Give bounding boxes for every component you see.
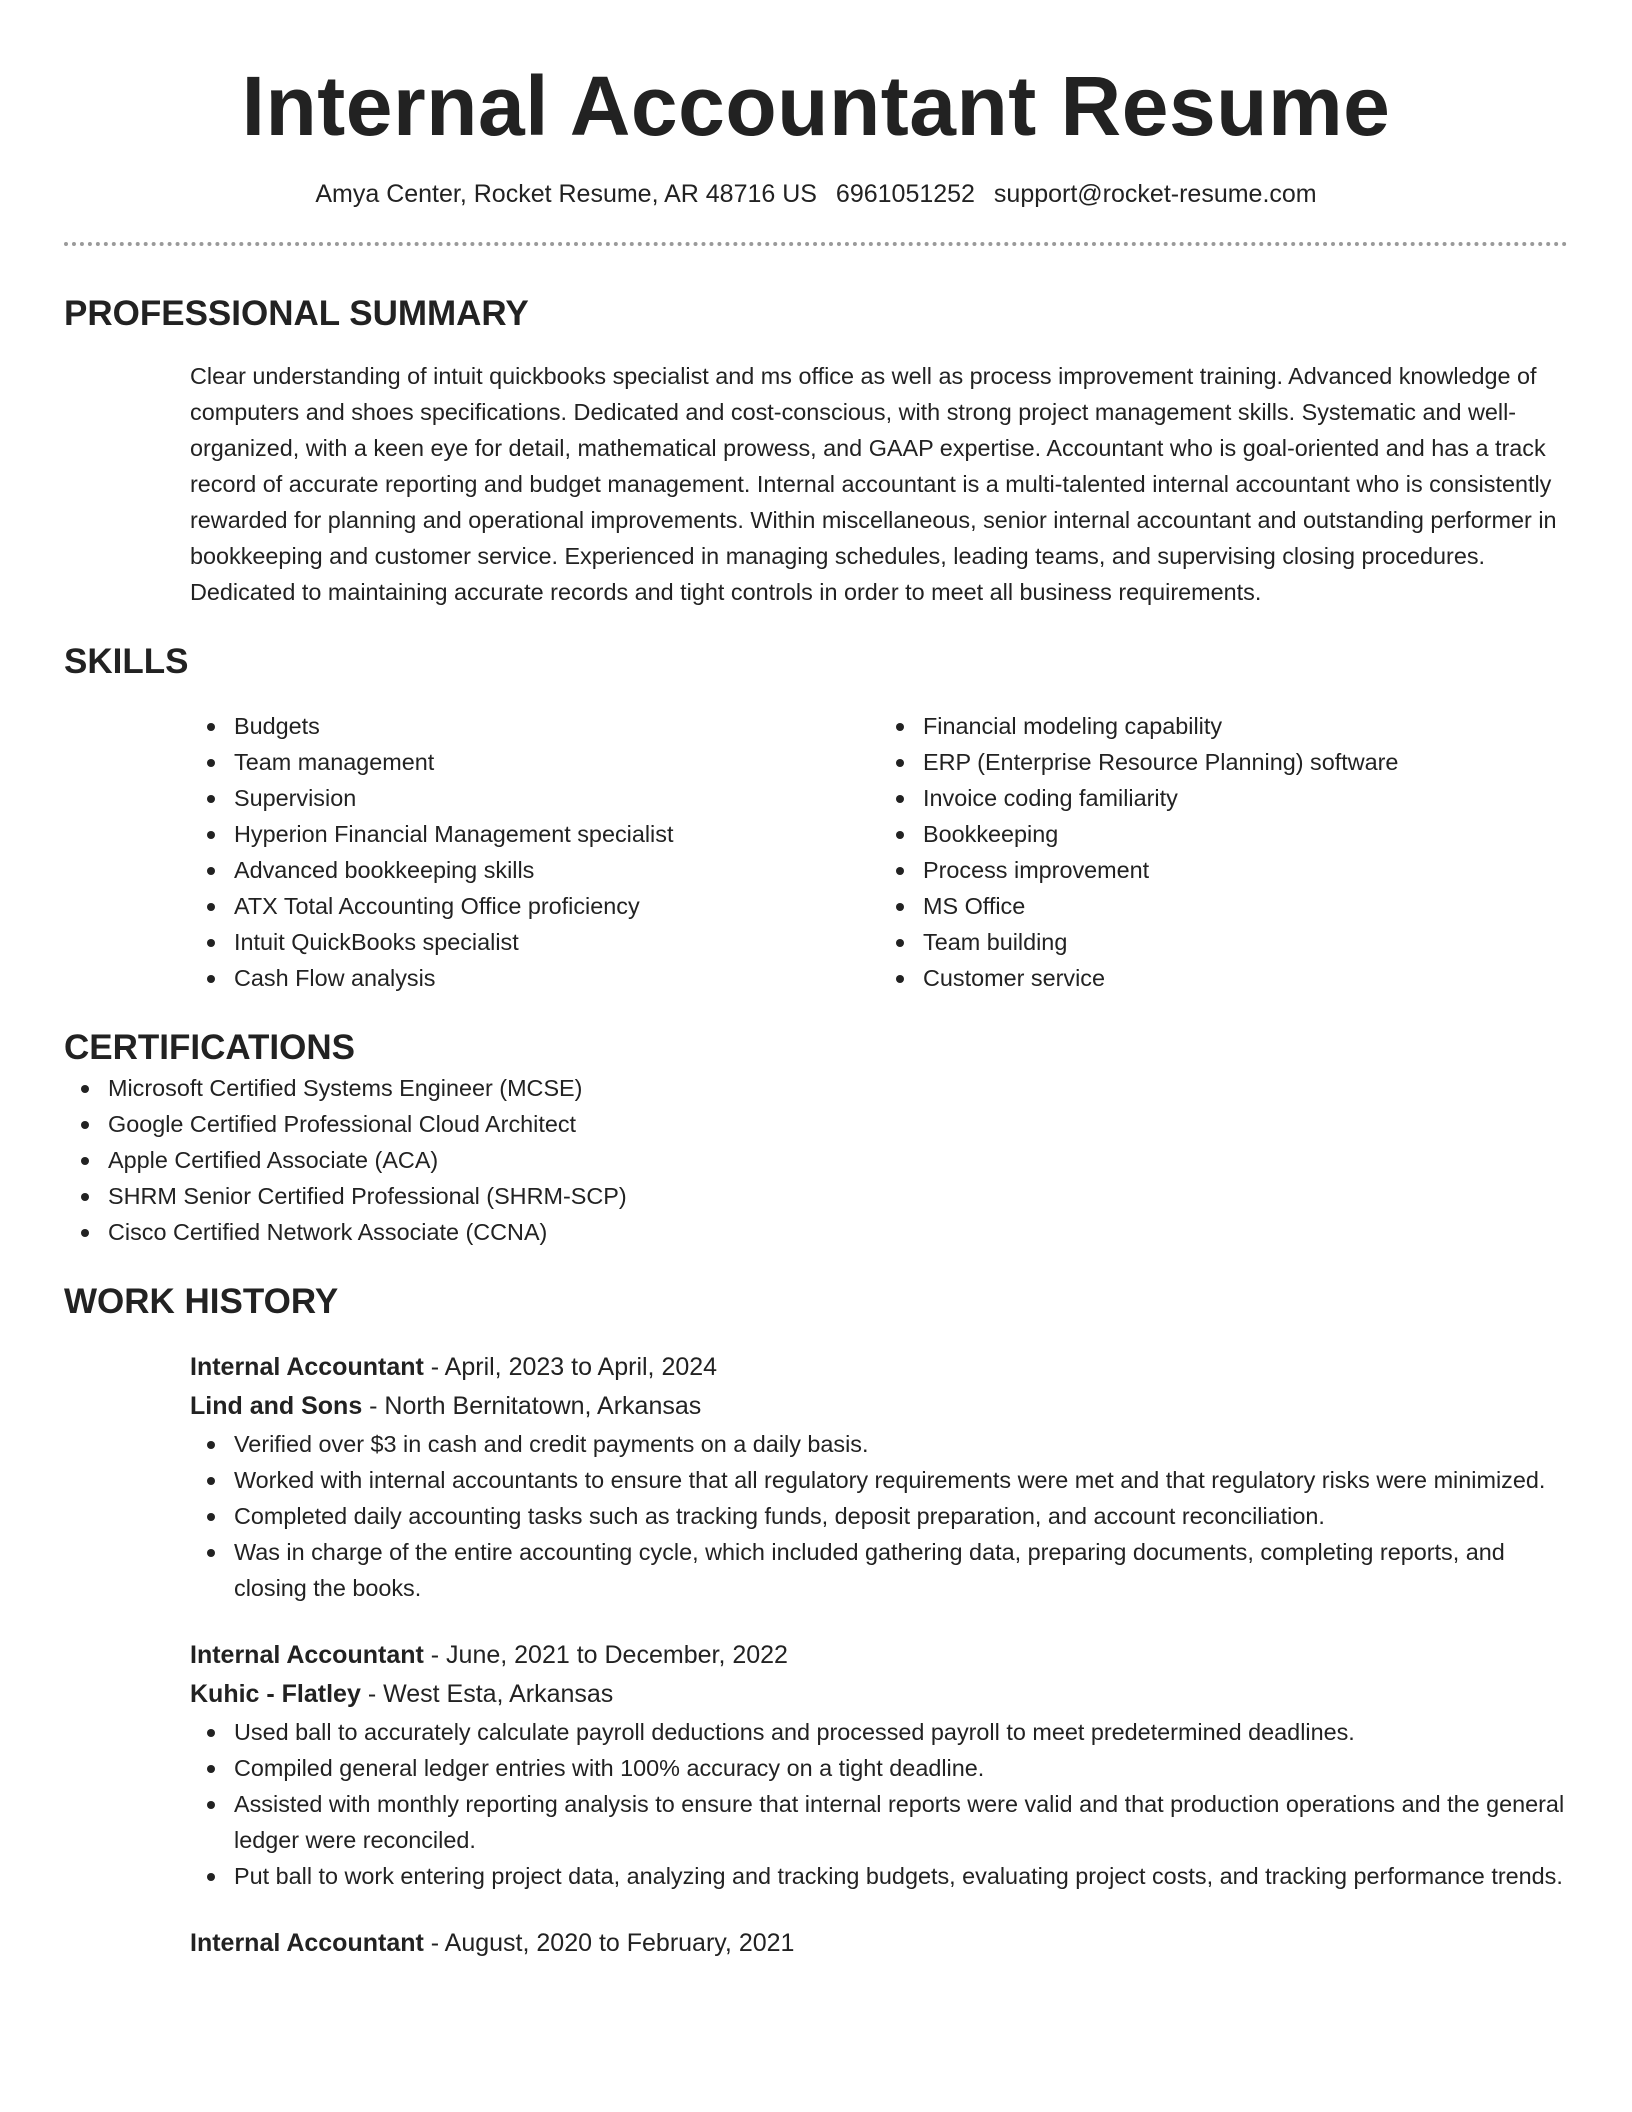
skills-column-right [879, 708, 1568, 996]
skills-column-left [190, 708, 879, 996]
certification-item: Google Certified Professional Cloud Architect [108, 1106, 1568, 1142]
work-history-heading: WORK HISTORY [64, 1282, 339, 1321]
job-dates: - June, 2021 to December, 2022 [423, 1641, 788, 1669]
job-company-line [190, 1675, 1568, 1714]
skill-item: Team building [923, 924, 1568, 960]
skill-item: Supervision [234, 780, 879, 816]
certifications-list [64, 1070, 1568, 1250]
skill-item: Financial modeling capability [923, 708, 1568, 744]
contact-line [64, 178, 1568, 210]
page-title: Internal Accountant Resume [241, 59, 1391, 153]
resume-page [64, 0, 1568, 1963]
job-duties [190, 1714, 1568, 1894]
skill-item: Process improvement [923, 852, 1568, 888]
job-duty: Worked with internal accountants to ensure that all regulatory requirements were met and that regulatory risks were minimized. [234, 1462, 1568, 1498]
job-duty: Was in charge of the entire accounting cycle, which included gathering data, preparing documents, completing reports, and closing the books. [234, 1534, 1568, 1606]
certification-item: Microsoft Certified Systems Engineer (MCSE) [108, 1070, 1568, 1106]
skill-item: Team management [234, 744, 879, 780]
job-entry [190, 1636, 1568, 1894]
job-title-line [190, 1636, 1568, 1675]
job-title-line [190, 1924, 1568, 1963]
skill-item: MS Office [923, 888, 1568, 924]
certification-item: Apple Certified Associate (ACA) [108, 1142, 1568, 1178]
job-title: Internal Accountant [190, 1929, 424, 1957]
job-title-line [190, 1348, 1568, 1387]
header-divider [64, 242, 1568, 246]
job-dates: - April, 2023 to April, 2024 [423, 1353, 718, 1381]
job-title: Internal Accountant [190, 1353, 424, 1381]
skill-item: Cash Flow analysis [234, 960, 879, 996]
skill-item: Invoice coding familiarity [923, 780, 1568, 816]
skill-item: ERP (Enterprise Resource Planning) software [923, 744, 1568, 780]
job-company: Kuhic - Flatley [190, 1680, 361, 1708]
certification-item: SHRM Senior Certified Professional (SHRM-SCP) [108, 1178, 1568, 1214]
skill-item: Advanced bookkeeping skills [234, 852, 879, 888]
skill-item: ATX Total Accounting Office proficiency [234, 888, 879, 924]
contact-email: support@rocket-resume.com [993, 180, 1317, 208]
job-dates: - August, 2020 to February, 2021 [423, 1929, 795, 1957]
job-location: - North Bernitatown, Arkansas [362, 1392, 702, 1420]
certifications-heading: CERTIFICATIONS [64, 1028, 356, 1067]
summary-heading: PROFESSIONAL SUMMARY [64, 294, 529, 333]
skill-item: Bookkeeping [923, 816, 1568, 852]
job-location: - West Esta, Arkansas [360, 1680, 614, 1708]
job-duty: Verified over $3 in cash and credit payments on a daily basis. [234, 1426, 1568, 1462]
summary-text: Clear understanding of intuit quickbooks specialist and ms office as well as process improvement training. Advanced knowledge of computers and shoes specifications. Dedicated and cost-conscious, with strong project management skills. Systematic and well-organized, with a keen eye for detail, mathematical prowess, and GAAP expertise. Accountant who is goal-oriented and has a track record of accurate reporting and budget management. Internal accountant is a multi-talented internal accountant who is consistently rewarded for planning and operational improvements. Within miscellaneous, senior internal accountant and outstanding performer in bookkeeping and customer service. Experienced in managing schedules, leading teams, and supervising closing procedures. Dedicated to maintaining accurate records and tight controls in order to meet all business requirements. [190, 363, 1557, 605]
skill-item: Customer service [923, 960, 1568, 996]
job-company-line [190, 1387, 1568, 1426]
skill-item: Budgets [234, 708, 879, 744]
skill-item: Hyperion Financial Management specialist [234, 816, 879, 852]
job-duty: Assisted with monthly reporting analysis to ensure that internal reports were valid and that production operations and the general ledger were reconciled. [234, 1786, 1568, 1858]
job-duty: Put ball to work entering project data, analyzing and tracking budgets, evaluating project costs, and tracking performance trends. [234, 1858, 1568, 1894]
job-duty: Used ball to accurately calculate payroll deductions and processed payroll to meet predetermined deadlines. [234, 1714, 1568, 1750]
contact-phone: 6961051252 [835, 180, 975, 208]
skills-list [190, 708, 1568, 996]
job-title: Internal Accountant [190, 1641, 424, 1669]
skills-heading: SKILLS [64, 642, 189, 681]
skill-item: Intuit QuickBooks specialist [234, 924, 879, 960]
job-company: Lind and Sons [190, 1392, 363, 1420]
job-duties [190, 1426, 1568, 1606]
certification-item: Cisco Certified Network Associate (CCNA) [108, 1214, 1568, 1250]
contact-address: Amya Center, Rocket Resume, AR 48716 US [315, 180, 817, 208]
job-entry [190, 1348, 1568, 1606]
job-entry [190, 1924, 1568, 1963]
job-duty: Compiled general ledger entries with 100% accuracy on a tight deadline. [234, 1750, 1568, 1786]
job-duty: Completed daily accounting tasks such as tracking funds, deposit preparation, and account reconciliation. [234, 1498, 1568, 1534]
